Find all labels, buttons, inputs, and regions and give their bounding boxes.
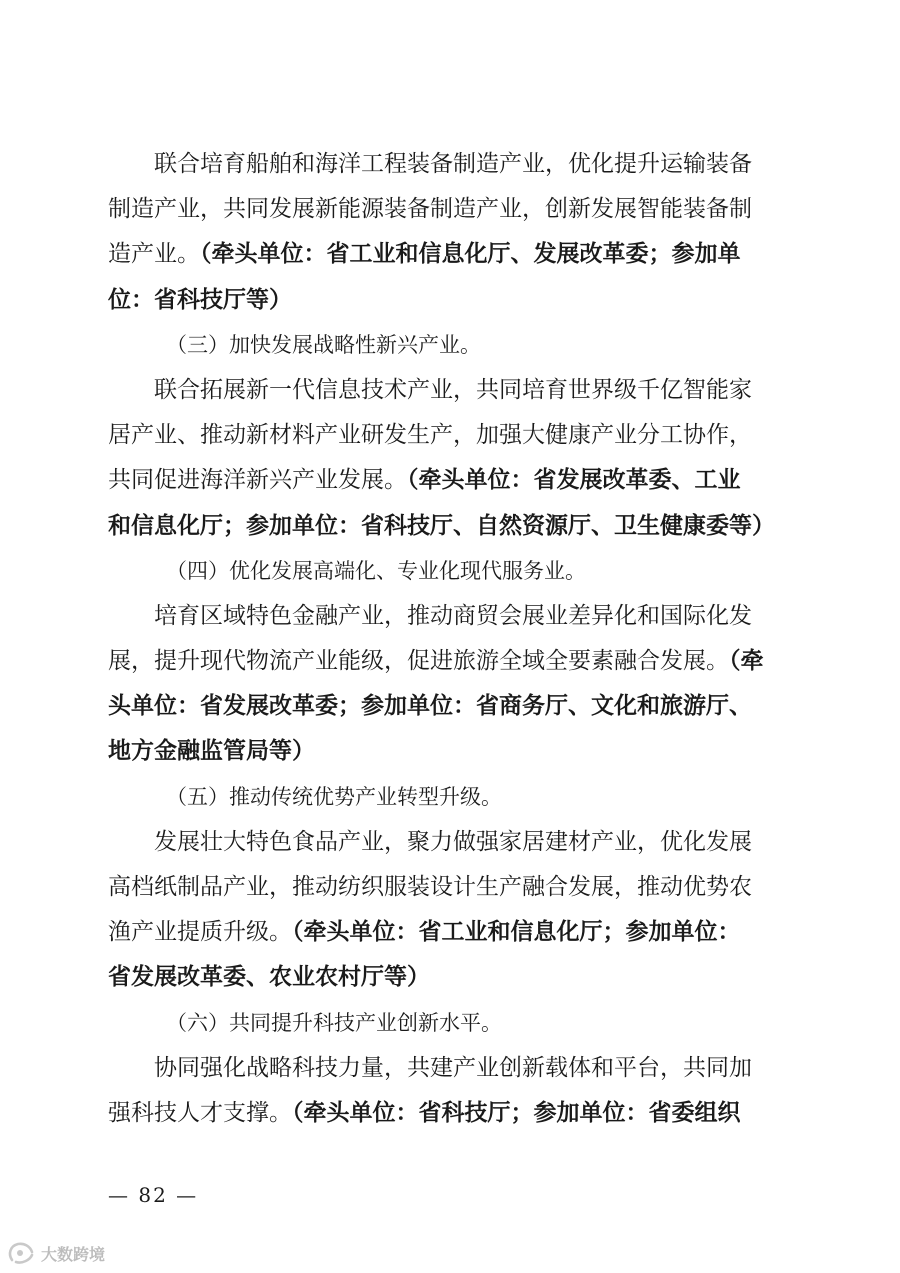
responsible-units-text: （牵头单位：省工业和信息化厅；参加单位：	[292, 919, 741, 946]
text-line	[108, 278, 794, 323]
body-text: 居产业、推动新材料产业研发生产，加强大健康产业分工协作，	[108, 422, 752, 449]
section-heading	[108, 549, 794, 594]
text-line	[108, 865, 794, 910]
text-line	[108, 413, 794, 458]
text-line	[108, 729, 794, 774]
text-line	[108, 1091, 794, 1136]
text-line	[108, 955, 794, 1000]
body-text: 展，提升现代物流产业能级，促进旅游全域全要素融合发展。	[108, 648, 729, 675]
responsible-units-text: 位：省科技厅等）	[108, 286, 292, 313]
body-text: （四）优化发展高端化、专业化现代服务业。	[166, 558, 586, 583]
body-text: 造产业。	[108, 241, 200, 268]
page-number: — 82 —	[108, 1183, 199, 1207]
document-body	[108, 142, 794, 1136]
text-line	[108, 684, 794, 729]
body-text: 共同促进海洋新兴产业发展。	[108, 467, 407, 494]
body-text: 高档纸制品产业，推动纺织服装设计生产融合发展，推动优势农	[108, 874, 752, 900]
watermark-logo-icon	[6, 1240, 36, 1266]
text-line	[108, 504, 794, 549]
body-text: 发展壮大特色食品产业，聚力做强家居建材产业，优化发展	[154, 828, 752, 855]
watermark	[6, 1239, 105, 1267]
body-text: 协同强化战略科技力量，共建产业创新载体和平台，共同加	[154, 1054, 752, 1081]
body-text: 渔产业提质升级。	[108, 919, 292, 946]
text-line	[108, 820, 794, 865]
text-line	[108, 1046, 794, 1091]
body-text: （五）推动传统优势产业转型升级。	[166, 784, 502, 809]
body-text: （三）加快发展战略性新兴产业。	[166, 332, 481, 357]
text-line	[108, 232, 794, 277]
body-text: 培育区域特色金融产业，推动商贸会展业差异化和国际化发	[154, 602, 752, 629]
responsible-units-text: 头单位：省发展改革委；参加单位：省商务厅、文化和旅游厅、	[108, 693, 752, 720]
section-heading	[108, 1001, 794, 1046]
text-line	[108, 910, 794, 955]
responsible-units-text: 和信息化厅；参加单位：省科技厅、自然资源厅、卫生健康委等）	[108, 512, 775, 539]
section-heading	[108, 775, 794, 820]
text-line	[108, 187, 794, 232]
section-heading	[108, 323, 794, 368]
responsible-units-text: 地方金融监管局等）	[108, 738, 315, 765]
body-text: 制造产业，共同发展新能源装备制造产业，创新发展智能装备制	[108, 196, 752, 223]
body-text: 联合培育船舶和海洋工程装备制造产业，优化提升运输装备	[154, 151, 752, 177]
responsible-units-text: （牵头单位：省发展改革委、工业	[407, 467, 741, 494]
watermark-text: 大数跨境	[41, 1244, 106, 1264]
body-text: （六）共同提升科技产业创新水平。	[166, 1010, 502, 1035]
text-line	[108, 594, 794, 639]
body-text: 强科技人才支撑。	[108, 1099, 292, 1126]
responsible-units-text: （牵头单位：省科技厅；参加单位：省委组织	[292, 1099, 741, 1126]
text-line	[108, 639, 794, 684]
text-line	[108, 142, 794, 187]
responsible-units-text: 省发展改革委、农业农村厅等）	[108, 964, 430, 991]
text-line	[108, 458, 794, 503]
responsible-units-text: （牵头单位：省工业和信息化厅、发展改革委；参加单	[200, 241, 741, 268]
body-text: 联合拓展新一代信息技术产业，共同培育世界级千亿智能家	[154, 376, 752, 403]
responsible-units-text: （牵	[729, 648, 764, 675]
text-line	[108, 368, 794, 413]
